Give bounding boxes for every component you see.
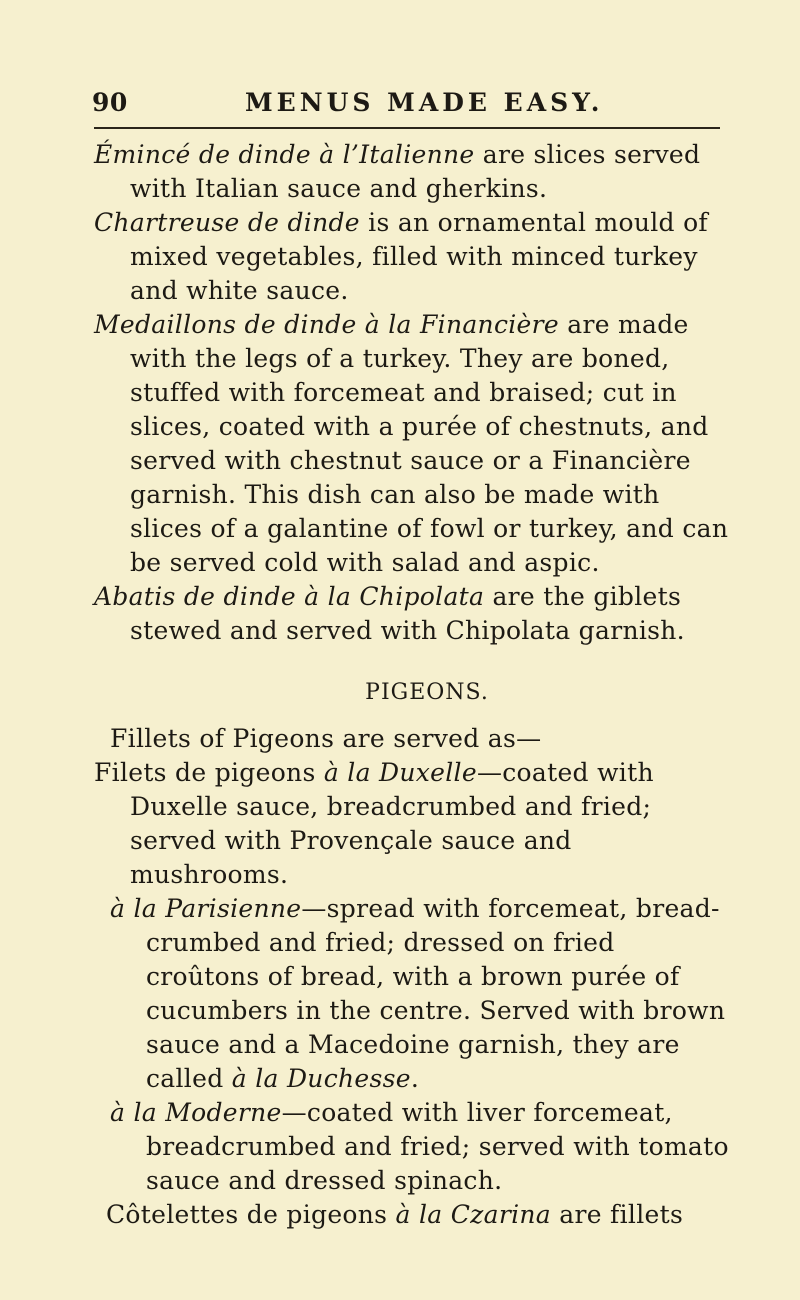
dish-description: —spread with forcemeat, bread-crumbed and fried; dressed on fried croûtons of bread, with a brown purée of cucumbers in the centre. Served with brown sauce and a Macedoine garnish, they are called xyxy=(146,894,726,1093)
dish-name: Émincé de dinde à l’Italienne xyxy=(94,140,475,169)
entry-abatis xyxy=(94,580,734,648)
dish-variant-name: à la Duchesse xyxy=(231,1064,411,1093)
dish-name: à la Czarina xyxy=(395,1200,552,1229)
entry-chartreuse xyxy=(94,206,734,308)
page-header xyxy=(92,88,720,124)
pigeons-intro: Fillets of Pigeons are served as— xyxy=(110,724,542,753)
section-gap xyxy=(94,710,734,722)
entry-medaillons xyxy=(94,308,734,580)
dish-description: —coated with liver forcemeat, breadcrumbed and fried; served with tomato sauce and dressed spinach. xyxy=(146,1098,729,1195)
dish-name: Chartreuse de dinde xyxy=(94,208,360,237)
dish-description: is an ornamental mould of mixed vegetables, filled with minced turkey and white sauce. xyxy=(130,208,708,305)
dish-name: à la Moderne xyxy=(110,1098,282,1127)
entry-cotelettes xyxy=(94,1198,734,1232)
entry-moderne xyxy=(94,1096,734,1198)
dish-prefix: Côtelettes de pigeons xyxy=(106,1200,396,1229)
section-heading-pigeons: PIGEONS. xyxy=(365,680,489,705)
dish-description: are the giblets stewed and served with Chipolata garnish. xyxy=(130,582,685,645)
entry-emince xyxy=(94,138,734,206)
dish-prefix: Filets de pigeons xyxy=(94,758,324,787)
dish-description: are slices served with Italian sauce and gherkins. xyxy=(130,140,701,203)
page-number: 90 xyxy=(92,88,128,117)
running-title: MENUS MADE EASY. xyxy=(245,88,604,117)
dish-description: —coated with Duxelle sauce, breadcrumbed and fried; served with Provençale sauce and mushrooms. xyxy=(130,758,654,889)
dish-description: are fillets xyxy=(551,1200,684,1229)
dish-name: Medaillons de dinde à la Financière xyxy=(94,310,559,339)
page-body xyxy=(94,138,734,1232)
dish-name: à la Duxelle xyxy=(323,758,477,787)
entry-filets-duxelle xyxy=(94,756,734,892)
dish-name: Abatis de dinde à la Chipolata xyxy=(94,582,485,611)
dish-description: are made with the legs of a turkey. They are boned, stuffed with forcemeat and braised; cut in slices, coated with a purée of chestnuts, and served with chestnut sauce or a Financière garnish. This dish can also be made with slices of a galantine of fowl or turkey, and can be served cold with salad and aspic. xyxy=(130,310,729,577)
entry-parisienne xyxy=(94,892,734,1096)
header-rule xyxy=(94,127,720,129)
dish-name: à la Parisienne xyxy=(110,894,302,923)
section-gap xyxy=(94,648,734,676)
sentence-end: . xyxy=(410,1064,420,1093)
